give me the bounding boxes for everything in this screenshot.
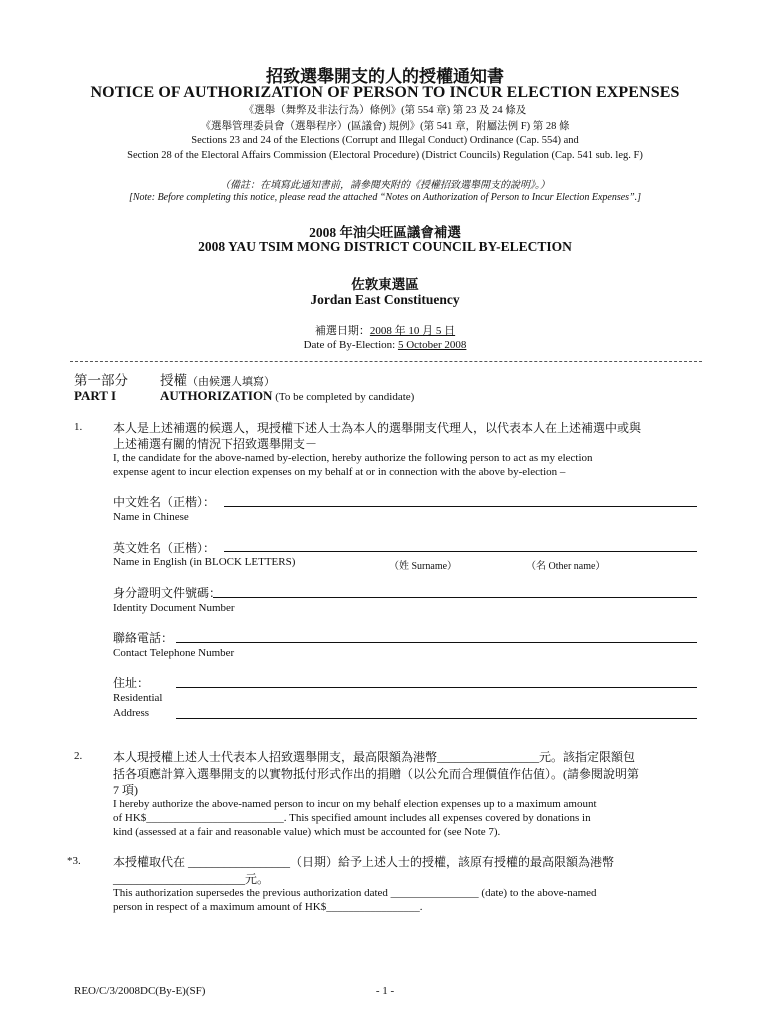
address-label-en-1: Residential (113, 692, 163, 704)
item-1-en-line-1: I, the candidate for the above-named by-election, hereby authorize the following person to act as my election (113, 452, 593, 464)
legal-ref-en-2: Section 28 of the Electoral Affairs Commission (Electoral Procedure) (District Councils) Regulation (Cap. 541 sub. leg. F) (127, 150, 643, 161)
item-2-zh-line-2: 括各項應計算入選舉開支的以實物抵付形式作出的捐贈（以公允而合理價值作估值）。(請參閱說明第 (113, 767, 640, 781)
item-1-number: 1. (74, 421, 83, 433)
part-label-zh: 第一部分 (74, 373, 128, 388)
legal-ref-zh-1: 《選舉（舞弊及非法行為）條例》(第 554 章) 第 23 及 24 條及 (243, 105, 527, 116)
telephone-label-zh: 聯絡電話： (113, 631, 174, 645)
constituency-zh: 佐敦東選區 (351, 277, 419, 292)
item-3-en-line-1: This authorization supersedes the previous authorization dated ________________ (date) to the above-named (113, 887, 597, 899)
address-field-line-1[interactable] (176, 687, 697, 688)
surname-caption: （姓 Surname） (389, 561, 458, 572)
item-1-zh-line-2: 上述補選有關的情況下招致選舉開支－ (113, 437, 318, 451)
part-title-en: AUTHORIZATION (160, 388, 273, 403)
election-name-en: 2008 YAU TSIM MONG DISTRICT COUNCIL BY-ELECTION (198, 239, 572, 254)
item-3-zh-line-2: ______________________元。 (113, 872, 270, 886)
telephone-field[interactable] (176, 642, 697, 643)
chinese-name-field[interactable] (224, 506, 697, 507)
part-heading-en (160, 388, 414, 404)
election-name-zh: 2008 年油尖旺區議會補選 (309, 225, 461, 240)
item-2-zh-line-1: 本人現授權上述人士代表本人招致選舉開支，最高限額為港幣_________________元。該指定限額包 (113, 750, 636, 764)
item-3-zh-line-1: 本授權取代在 _________________（日期）給予上述人士的授權，該原有授權的最高限額為港幣 (113, 855, 615, 869)
title-en: NOTICE OF AUTHORIZATION OF PERSON TO INCUR ELECTION EXPENSES (90, 84, 680, 101)
part-subtitle-en: (To be completed by candidate) (272, 391, 415, 403)
chinese-name-label-en: Name in Chinese (113, 511, 189, 523)
item-2-number: 2. (74, 750, 83, 762)
part-title-zh: 授權 (160, 373, 187, 388)
election-date-en (0, 339, 770, 351)
english-name-label-en: Name in English (in BLOCK LETTERS) (113, 556, 296, 568)
address-field-line-2[interactable] (176, 718, 697, 719)
item-1-en-line-2: expense agent to incur election expenses on my behalf at or in connection with the above by-election – (113, 466, 566, 478)
constituency-en: Jordan East Constituency (310, 292, 460, 307)
item-3-en-line-2: person in respect of a maximum amount of HK$_________________. (113, 901, 423, 913)
election-date-en-label: Date of By-Election: (303, 339, 398, 351)
election-date-zh-label: 補選日期： (314, 325, 370, 337)
item-2-en-line-1: I hereby authorize the above-named person to incur on my behalf election expenses up to a maximum amount (113, 798, 597, 810)
address-label-zh: 住址： (113, 676, 150, 690)
legal-ref-en-1: Sections 23 and 24 of the Elections (Corrupt and Illegal Conduct) Ordinance (Cap. 554) and (191, 135, 579, 146)
part-label-en: PART I (74, 388, 117, 403)
other-name-caption: （名 Other name） (526, 561, 606, 572)
title-zh: 招致選舉開支的人的授權通知書 (266, 67, 504, 86)
english-name-field[interactable] (224, 551, 697, 552)
section-divider (70, 361, 702, 362)
form-reference: REO/C/3/2008DC(By-E)(SF) (74, 985, 206, 997)
telephone-label-en: Contact Telephone Number (113, 647, 235, 659)
election-date-zh (0, 322, 770, 338)
id-number-label-zh: 身分證明文件號碼： (113, 586, 222, 600)
election-date-zh-value: 2008 年 10 月 5 日 (369, 325, 456, 337)
id-number-field[interactable] (213, 597, 697, 598)
item-2-en-line-2: of HK$_________________________. This specified amount includes all expenses covered by donations in (113, 812, 591, 824)
note-zh: （備註：在填寫此通知書前，請參閱夾附的《授權招致選舉開支的說明》。） (220, 180, 550, 191)
id-number-label-en: Identity Document Number (113, 602, 235, 614)
part-subtitle-zh: （由候選人填寫） (187, 376, 275, 388)
address-label-en-2: Address (113, 707, 150, 719)
chinese-name-label-zh: 中文姓名（正楷）： (113, 495, 216, 509)
note-en: [Note: Before completing this notice, please read the attached “Notes on Authorization of Person to Incur Election Expenses”.] (128, 192, 642, 203)
item-3-number: *3. (67, 855, 81, 867)
item-1-zh-line-1: 本人是上述補選的候選人，現授權下述人士為本人的選舉開支代理人，以代表本人在上述補選中或與 (113, 421, 642, 435)
election-date-en-value: 5 October 2008 (397, 339, 467, 351)
part-heading-zh (160, 369, 275, 389)
legal-ref-zh-2: 《選舉管理委員會（選舉程序）(區議會) 規例》(第 541 章，附屬法例 F) 第 28 條 (200, 121, 570, 132)
item-2-zh-line-3: 7 項) (113, 783, 138, 797)
english-name-label-zh: 英文姓名（正楷）： (113, 541, 216, 555)
page-number: - 1 - (375, 985, 395, 997)
item-2-en-line-3: kind (assessed at a fair and reasonable value) which must be accounted for (see Note 7). (113, 826, 501, 838)
